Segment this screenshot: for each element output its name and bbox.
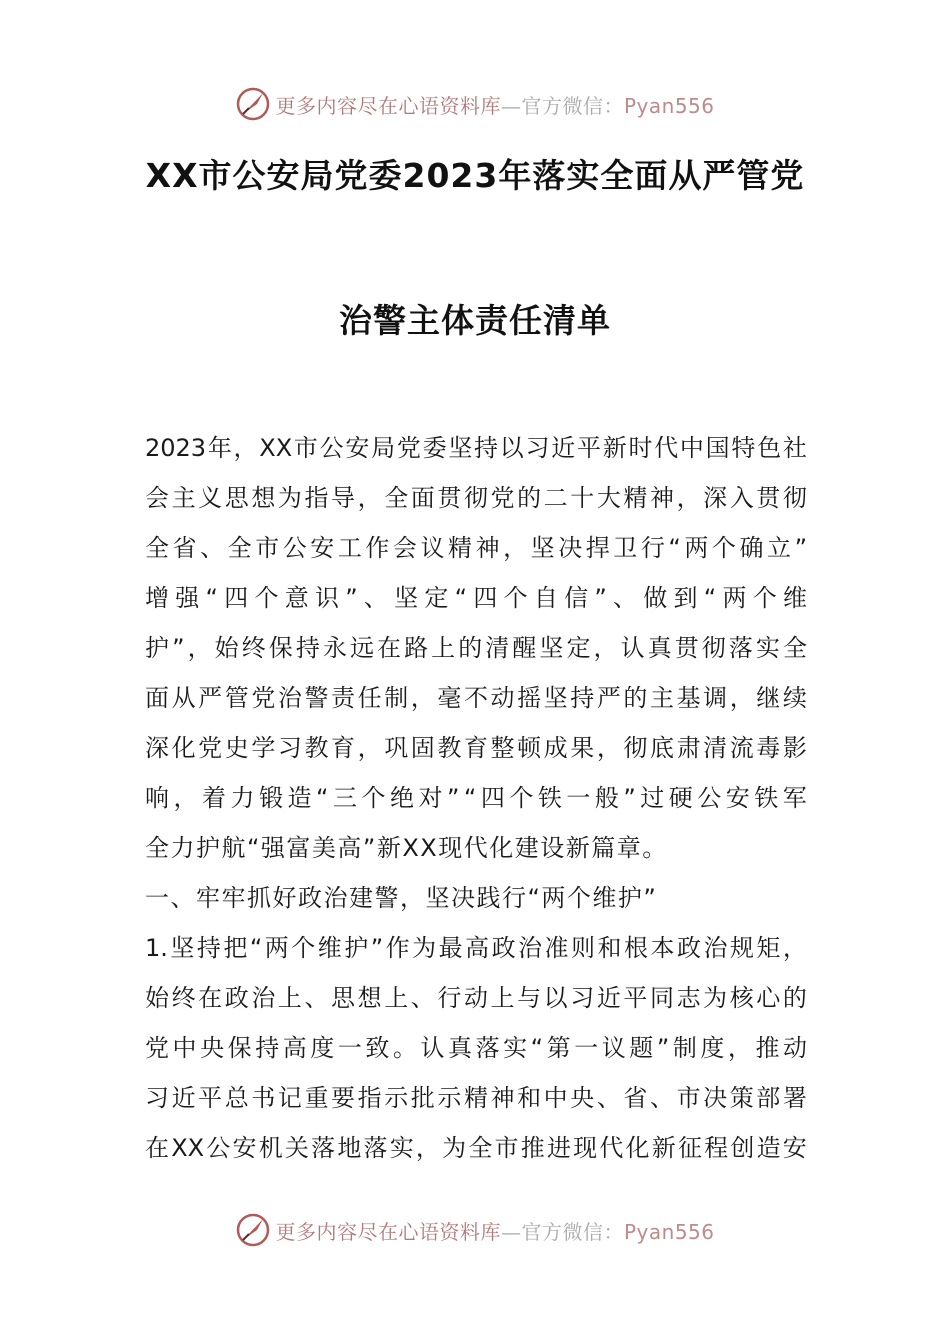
body-line: 增 强 “ 四 个 意 识 ” 、 坚 定 “ 四 个 自 信 ” 、 做 到 “ 两 个 维 [145,584,807,612]
body-line: 全 省 、 全 市 公 安 工 作 会 议 精 神 ， 坚 决 捍 卫 行 “ 两 个 确 立 ” [145,534,807,562]
body-line: 全力护航“强富美高”新XX现代化建设新篇章。 [145,834,668,862]
quill-logo-icon [235,1212,271,1248]
body-line: 党 中 央 保 持 高 度 一 致 。 认 真 落 实 “ 第 一 议 题 ” 制 度 ， 推 动 [145,1034,807,1062]
watermark-footer [0,1210,950,1250]
document-title-line-2: 治警主体责任清单 [339,301,611,340]
body-line: 护 ” ， 始 终 保 持 永 远 在 路 上 的 清 醒 坚 定 ， 认 真 贯 彻 落 实 全 [145,634,807,662]
watermark-text: 更多内容尽在心语资料库—官方微信：Pyan556 [275,93,715,118]
body-line: 一、牢牢抓好政治建警，坚决践行“两个维护” [145,884,658,912]
body-line: 响 ， 着 力 锻 造 “ 三 个 绝 对 ” “ 四 个 铁 一 般 ” 过 硬 公 安 铁 军 [145,784,807,812]
document-body [145,428,807,1178]
quill-logo-icon [235,86,271,122]
body-line: 深 化 党 史 学 习 教 育 ， 巩 固 教 育 整 顿 成 果 ， 彻 底 肃 清 流 毒 影 [145,734,807,762]
body-line: 习 近 平 总 书 记 重 要 指 示 批 示 精 神 和 中 央 、 省 、 市 决 策 部 署 [145,1084,807,1112]
body-line: 2023 年 ， XX 市 公 安 局 党 委 坚 持 以 习 近 平 新 时 代 中 国 特 色 社 [145,434,807,462]
body-line: 1. 坚 持 把 “ 两 个 维 护 ” 作 为 最 高 政 治 准 则 和 根 本 政 治 规 矩 ， [145,934,807,962]
watermark-text: 更多内容尽在心语资料库—官方微信：Pyan556 [275,1219,715,1244]
watermark-header [0,84,950,124]
body-line: 在 XX 公 安 机 关 落 地 落 实 ， 为 全 市 推 进 现 代 化 新 征 程 创 造 安 [145,1134,807,1162]
body-line: 面 从 严 管 党 治 警 责 任 制 ， 毫 不 动 摇 坚 持 严 的 主 基 调 ， 继 续 [145,684,807,712]
body-line: 始 终 在 政 治 上 、 思 想 上 、 行 动 上 与 以 习 近 平 同 志 为 核 心 的 [145,984,807,1012]
document-title-line-1: XX市公安局党委2023年落实全面从严管党 [145,156,805,195]
body-line: 会 主 义 思 想 为 指 导 ， 全 面 贯 彻 党 的 二 十 大 精 神 ， 深 入 贯 彻 [145,484,807,512]
